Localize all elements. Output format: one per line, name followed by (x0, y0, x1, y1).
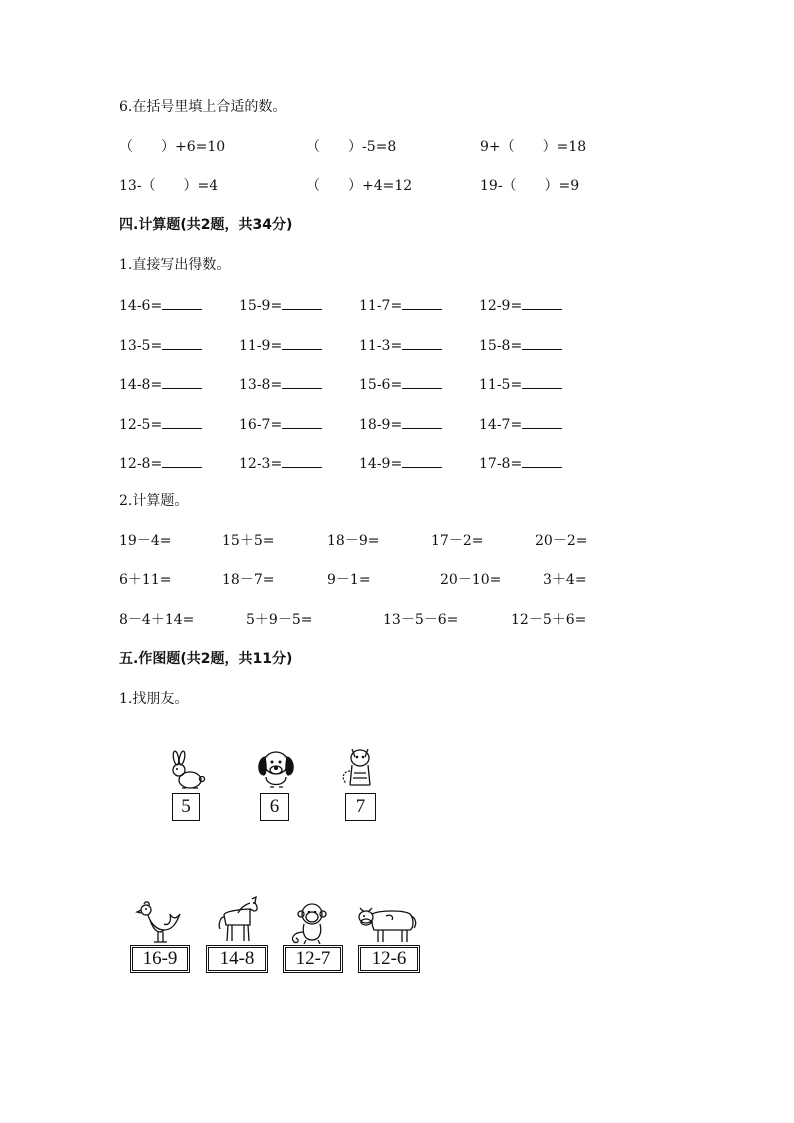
equation-text: 12-5= (119, 417, 163, 433)
section-heading: 五.作图题(共2题，共11分) (119, 651, 293, 667)
answer-blank[interactable] (282, 375, 322, 389)
number-card: 5 (172, 793, 200, 821)
equation-item (479, 296, 562, 315)
calc-item: 19－4= (119, 533, 172, 549)
answer-blank[interactable] (522, 454, 562, 468)
number-card: 6 (260, 793, 289, 821)
answer-blank[interactable] (162, 454, 202, 468)
cat-icon (338, 743, 382, 791)
calc-item: 18－9= (327, 533, 380, 549)
fill-blank-item: （ ）-5=8 (306, 139, 397, 155)
rabbit-icon (166, 750, 206, 792)
calc-item: 5＋9－5= (246, 612, 313, 628)
answer-blank[interactable] (162, 296, 202, 310)
answer-blank[interactable] (162, 336, 202, 350)
equation-item (359, 454, 442, 473)
answer-blank[interactable] (282, 336, 322, 350)
answer-blank[interactable] (402, 296, 442, 310)
equation-item (119, 375, 202, 394)
monkey-icon (286, 902, 332, 946)
equation-item (119, 415, 202, 434)
answer-blank[interactable] (402, 415, 442, 429)
equation-item (479, 454, 562, 473)
equation-text: 14-6= (119, 298, 163, 314)
q6-title: 6.在括号里填上合适的数。 (119, 99, 287, 115)
calc-item: 17－2= (431, 533, 484, 549)
number-card: 7 (345, 793, 376, 821)
calc-item: 15＋5= (222, 533, 275, 549)
equation-text: 16-7= (239, 417, 283, 433)
question-title: 2.计算题。 (119, 493, 189, 509)
expression-card: 12-6 (358, 945, 420, 973)
calc-item: 12－5＋6= (511, 612, 587, 628)
calc-item: 18－7= (222, 572, 275, 588)
equation-item (479, 375, 562, 394)
equation-text: 12-8= (119, 456, 163, 472)
equation-text: 13-8= (239, 377, 283, 393)
calc-item: 20－10= (440, 572, 502, 588)
equation-text: 14-9= (359, 456, 403, 472)
calc-item: 13－5－6= (383, 612, 459, 628)
calc-item: 20－2= (535, 533, 588, 549)
answer-blank[interactable] (162, 375, 202, 389)
equation-item (359, 415, 442, 434)
answer-blank[interactable] (402, 454, 442, 468)
equation-text: 11-5= (479, 377, 523, 393)
equation-text: 18-9= (359, 417, 403, 433)
expression-card: 12-7 (283, 945, 343, 973)
equation-item (239, 336, 322, 355)
equation-text: 15-6= (359, 377, 403, 393)
equation-item (359, 336, 442, 355)
equation-item (239, 454, 322, 473)
equation-text: 12-9= (479, 298, 523, 314)
answer-blank[interactable] (522, 415, 562, 429)
answer-blank[interactable] (522, 336, 562, 350)
answer-blank[interactable] (522, 375, 562, 389)
equation-text: 11-7= (359, 298, 403, 314)
equation-item (359, 296, 442, 315)
horse-icon (214, 895, 264, 945)
fill-blank-item: 9+（ ）=18 (480, 139, 587, 155)
equation-text: 14-8= (119, 377, 163, 393)
answer-blank[interactable] (282, 296, 322, 310)
equation-text: 14-7= (479, 417, 523, 433)
answer-blank[interactable] (402, 336, 442, 350)
equation-item (239, 296, 322, 315)
answer-blank[interactable] (402, 375, 442, 389)
equation-item (479, 336, 562, 355)
equation-text: 13-5= (119, 338, 163, 354)
equation-item (239, 375, 322, 394)
rooster-icon (132, 900, 184, 946)
equation-text: 12-3= (239, 456, 283, 472)
equation-item (119, 454, 202, 473)
expression-card: 14-8 (206, 945, 268, 973)
cow-icon (356, 902, 420, 944)
answer-blank[interactable] (282, 415, 322, 429)
section-heading: 四.计算题(共2题，共34分) (119, 217, 293, 233)
equation-text: 15-8= (479, 338, 523, 354)
equation-item (119, 296, 202, 315)
calc-item: 8－4＋14= (119, 612, 195, 628)
equation-item (359, 375, 442, 394)
calc-item: 3＋4= (543, 572, 587, 588)
equation-text: 11-3= (359, 338, 403, 354)
answer-blank[interactable] (282, 454, 322, 468)
fill-blank-item: 13-（ ）=4 (119, 178, 219, 194)
fill-blank-item: （ ）+4=12 (306, 178, 413, 194)
fill-blank-item: （ ）+6=10 (119, 139, 226, 155)
answer-blank[interactable] (162, 415, 202, 429)
question-title: 1.直接写出得数。 (119, 257, 231, 273)
fill-blank-item: 19-（ ）=9 (480, 178, 580, 194)
puppy-icon (252, 745, 300, 791)
question-title: 1.找朋友。 (119, 691, 189, 707)
equation-item (119, 336, 202, 355)
calc-item: 9－1= (327, 572, 371, 588)
equation-text: 15-9= (239, 298, 283, 314)
equation-text: 11-9= (239, 338, 283, 354)
expression-card: 16-9 (130, 945, 190, 973)
answer-blank[interactable] (522, 296, 562, 310)
equation-text: 17-8= (479, 456, 523, 472)
equation-item (479, 415, 562, 434)
equation-item (239, 415, 322, 434)
calc-item: 6＋11= (119, 572, 172, 588)
